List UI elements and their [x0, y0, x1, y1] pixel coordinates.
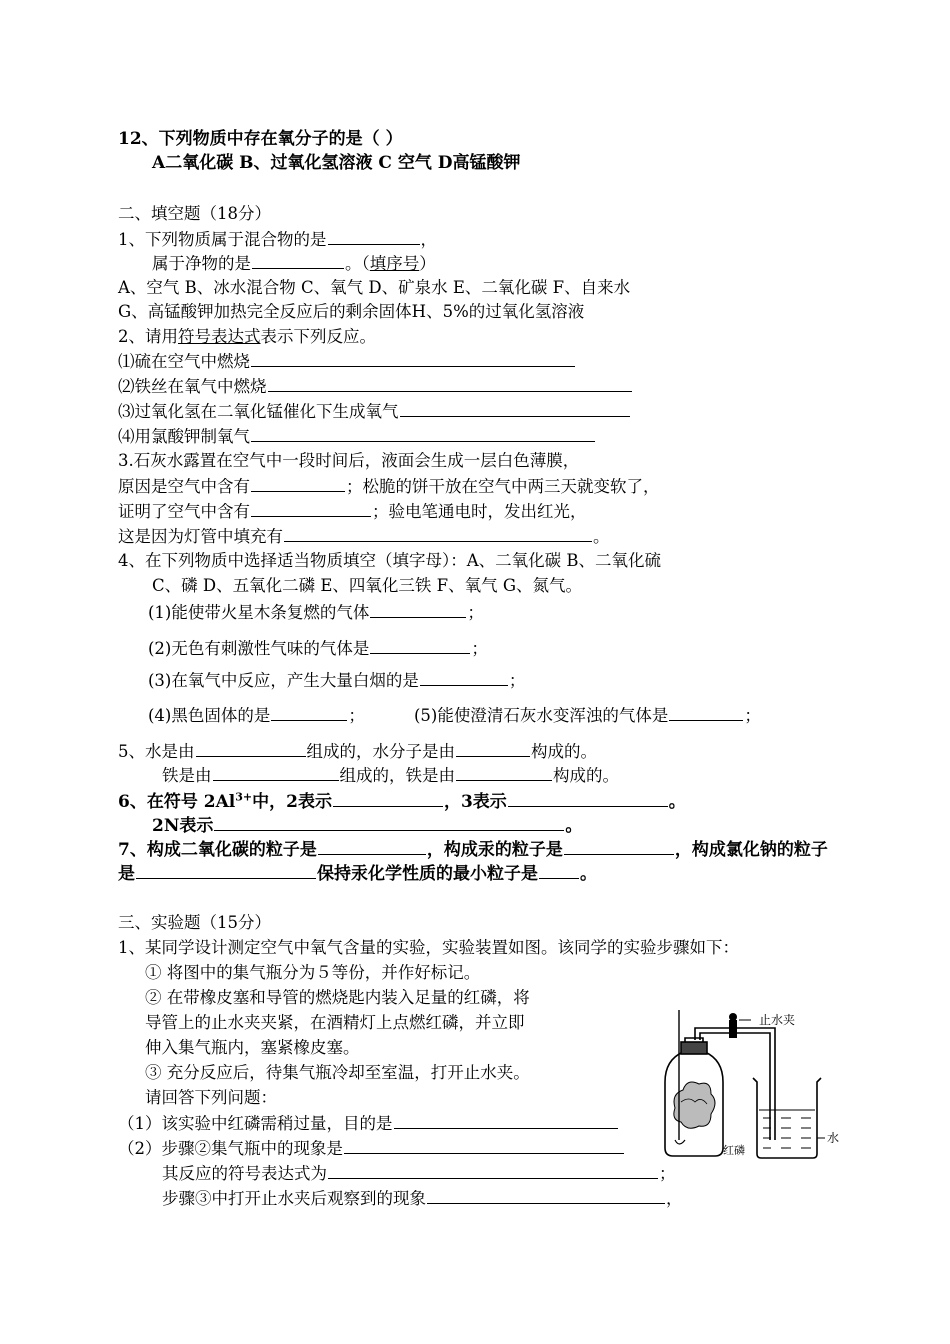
s2q4-a: (1)能使带火星木条复燃的气体 ；: [148, 603, 484, 622]
answer-blank[interactable]: [213, 764, 339, 781]
s2q1-line3: A、空气 B、冰水混合物 C、氧气 D、矿泉水 E、二氧化碳 F、自来水: [118, 278, 631, 297]
s3q1-c: 其反应的符号表达式为 ；: [162, 1164, 676, 1183]
answer-blank[interactable]: [251, 475, 345, 492]
s3q1-step3: ③ 充分反应后，待集气瓶冷却至室温，打开止水夹。: [145, 1063, 530, 1082]
s2q2-item-2: ⑵铁丝在氧气中燃烧: [118, 375, 633, 398]
answer-blank[interactable]: [370, 601, 466, 618]
s3q1-b: （2）步骤②集气瓶中的现象是: [118, 1137, 625, 1160]
s2q6-line1: 6、在符号 $2Al^{3+}$中，2表示 ，3表示 。: [118, 790, 686, 812]
s2q3-line2: 原因是空气中含有 ；松脆的饼干放在空气中两三天就变软了，: [118, 477, 660, 496]
answer-blank[interactable]: [318, 838, 426, 855]
answer-blank[interactable]: [252, 252, 344, 269]
s2q1-line1: 1、下列物质属于混合物的是 ，: [118, 230, 437, 249]
q12-options: A二氧化碳 B、过氧化氢溶液 C 空气 D高锰酸钾: [152, 153, 521, 173]
red-phosphorus: [674, 1082, 715, 1128]
answer-blank[interactable]: [508, 790, 668, 807]
answer-blank[interactable]: [268, 375, 632, 392]
answer-blank[interactable]: [344, 1137, 624, 1154]
s2q5-line1: 5、水是由 组成的，水分子是由 构成的。: [118, 742, 597, 761]
s2q7-line1: 7、构成二氧化碳的粒子是 ，构成汞的粒子是 ，构成氯化钠的粒子: [118, 840, 828, 860]
s2q2-stem: 2、请用符号表达式表示下列反应。: [118, 327, 376, 346]
s2q4-e: (5)能使澄清石灰水变浑浊的气体是 ；: [414, 706, 761, 725]
answer-blank[interactable]: [370, 637, 470, 654]
experiment-apparatus-figure: [655, 990, 855, 1165]
s3q1-a: （1）该实验中红磷需稍过量，目的是: [118, 1112, 619, 1135]
s2q2-item-3: ⑶过氧化氢在二氧化锰催化下生成氧气: [118, 400, 631, 423]
s2q4-d: (4)黑色固体的是 ；: [148, 706, 365, 725]
answer-blank[interactable]: [328, 228, 420, 245]
phosphorus-label: 红磷: [723, 1144, 745, 1157]
s2q1-line2: 属于净物的是 。（填序号）: [152, 254, 436, 273]
s2q3-line3: 证明了空气中含有 ；验电笔通电时，发出红光，: [118, 502, 587, 521]
answer-blank[interactable]: [271, 704, 347, 721]
s2q7-line2: 是 保持汞化学性质的最小粒子是 。: [118, 864, 597, 884]
s3q1-d: 步骤③中打开止水夹后观察到的现象 ，: [162, 1189, 683, 1208]
s3q1-stem: 1、某同学设计测定空气中氧气含量的实验，实验装置如图。该同学的实验步骤如下：: [118, 938, 739, 957]
answer-blank[interactable]: [456, 740, 530, 757]
section3-title: 三、实验题（15分）: [118, 913, 271, 932]
s2q3-line4: 这是因为灯管中填充有 。: [118, 527, 610, 546]
s2q1-line4: G、高锰酸钾加热完全反应后的剩余固体H、5%的过氧化氢溶液: [118, 302, 585, 321]
answer-blank[interactable]: [539, 862, 579, 879]
answer-blank[interactable]: [564, 838, 674, 855]
answer-blank[interactable]: [456, 764, 552, 781]
s2q4-b: (2)无色有刺激性气味的气体是 ；: [148, 639, 488, 658]
s2q3-line1: 3.石灰水露置在空气中一段时间后，液面会生成一层白色薄膜，: [118, 451, 580, 470]
s3q1-step1: ① 将图中的集气瓶分为５等份，并作好标记。: [145, 963, 481, 982]
s2q6-line2: 2N表示 。: [152, 816, 583, 836]
s2q2-item-4: ⑷用氯酸钾制氧气: [118, 425, 596, 448]
answer-blank[interactable]: [136, 862, 316, 879]
s2q4-c: (3)在氧气中反应，产生大量白烟的是 ；: [148, 671, 526, 690]
answer-blank[interactable]: [669, 704, 743, 721]
water-label: 水: [827, 1131, 840, 1145]
answer-blank[interactable]: [394, 1112, 618, 1129]
answer-blank[interactable]: [427, 1187, 665, 1204]
s3q1-step2a: ② 在带橡皮塞和导管的燃烧匙内装入足量的红磷，将: [145, 988, 530, 1007]
answer-blank[interactable]: [333, 790, 443, 807]
s2q2-item-1: ⑴硫在空气中燃烧: [118, 350, 576, 373]
s3q1-step2c: 伸入集气瓶内，塞紧橡皮塞。: [145, 1038, 360, 1057]
q12-stem: 12、下列物质中存在氧分子的是（ ）: [118, 129, 403, 149]
s2q4-line2: C、磷 D、五氧化二磷 E、四氧化三铁 F、氧气 G、氮气。: [152, 576, 583, 595]
s2q5-line2: 铁是由 组成的，铁是由 构成的。: [162, 766, 619, 785]
water-stop-clamp: [729, 1013, 751, 1038]
answer-blank[interactable]: [400, 400, 630, 417]
s3q1-prompt: 请回答下列问题：: [145, 1088, 277, 1107]
answer-blank[interactable]: [251, 500, 371, 517]
answer-blank[interactable]: [328, 1162, 658, 1179]
answer-blank[interactable]: [284, 525, 592, 542]
clamp-label: 止水夹: [759, 1013, 796, 1027]
water-surface: [759, 1110, 815, 1148]
answer-blank[interactable]: [420, 669, 508, 686]
s3q1-step2b: 导管上的止水夹夹紧，在酒精灯上点燃红磷，并立即: [145, 1013, 525, 1032]
section2-title: 二、填空题（18分）: [118, 204, 271, 223]
answer-blank[interactable]: [196, 740, 306, 757]
s2q4-line1: 4、在下列物质中选择适当物质填空（填字母）：A、二氧化碳 B、二氧化硫: [118, 551, 662, 570]
answer-blank[interactable]: [251, 425, 595, 442]
answer-blank[interactable]: [214, 814, 564, 831]
answer-blank[interactable]: [251, 350, 575, 367]
